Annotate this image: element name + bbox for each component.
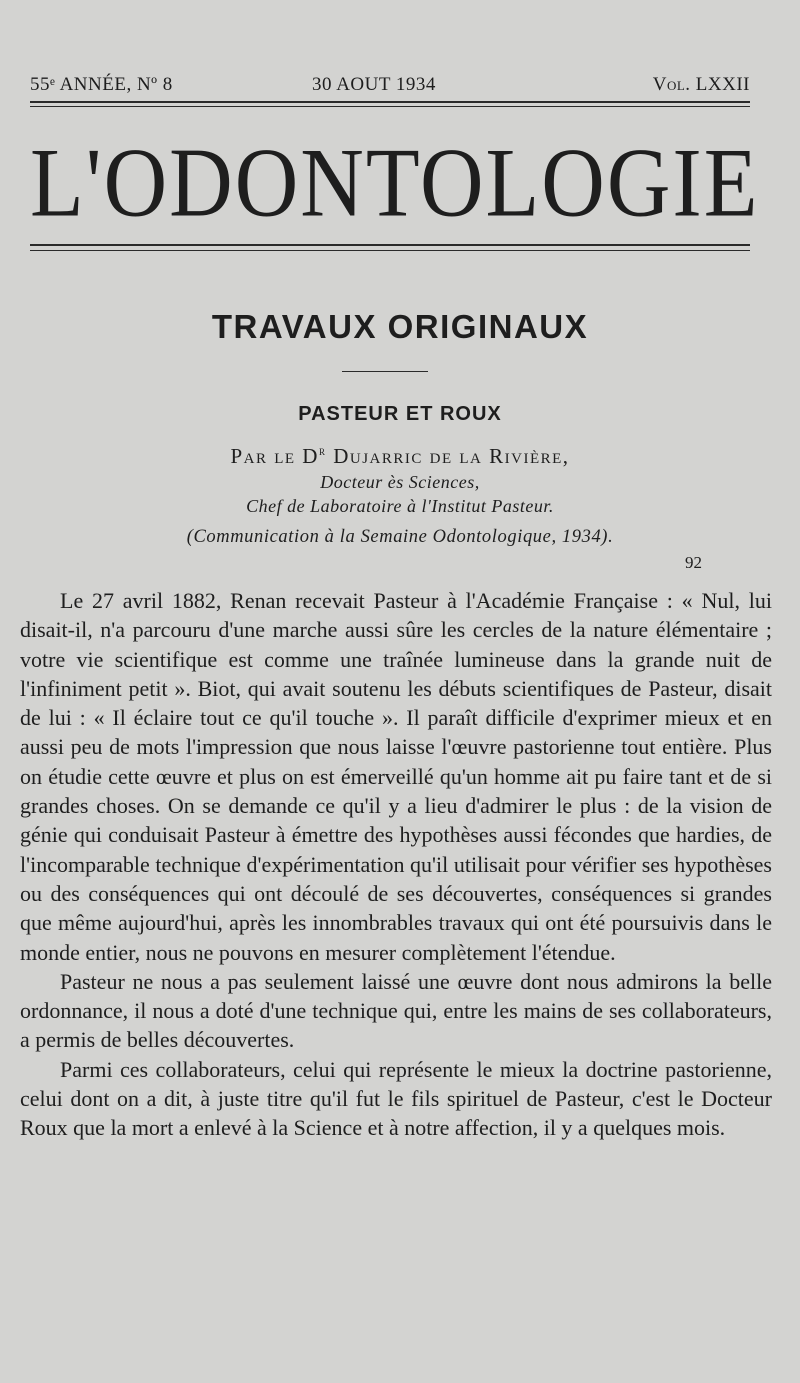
communication-note: (Communication à la Semaine Odontologique, 1934). bbox=[186, 527, 614, 547]
page-number: 92 bbox=[685, 553, 702, 572]
article-title: PASTEUR ET ROUX bbox=[298, 403, 502, 425]
article-body bbox=[20, 586, 772, 1143]
journal-title: L'ODONTOLOGIE bbox=[30, 129, 760, 238]
paragraph: Pasteur ne nous a pas seulement laissé une œuvre dont nous admirons la belle ordonnance, il nous a doté d'une technique qui, entre les mains de ses collaborateurs, a permis de belles découvertes. bbox=[20, 968, 772, 1053]
section-title: TRAVAUX ORIGINAUX bbox=[211, 308, 589, 345]
author-affiliation-degree: Docteur ès Sciences, bbox=[320, 472, 480, 492]
author-name: Dujarric de la Rivière, bbox=[326, 444, 570, 468]
paragraph: Le 27 avril 1882, Renan recevait Pasteur à l'Académie Française : « Nul, lui disait-il, n'a parcouru d'une marche aussi sûre les cercles de la nature élémentaire ; votre vie scientifique est comme une traînée lumineuse dans la grande nuit de l'infiniment petit ». Biot, qui avait soutenu les débuts scientifiques de Pasteur, disait de lui : « Il éclaire tout ce qu'il touche ». Il paraît difficile d'exprimer mieux et en aussi peu de mots l'impression que nous laisse l'œuvre pastorienne tout entière. Plus on étudie cette œuvre et plus on est émerveillé qu'un homme ait pu faire tant et de si grandes choses. On se demande ce qu'il y a lieu d'admirer le plus : de la vision de génie qui conduisait Pasteur à émettre des hypothèses aussi fécondes que hardies, de l'incomparable technique d'expérimentation qu'il utilisait pour vérifier ses hypothèses ou des conséquences qui ont découlé de ses découvertes, conséquences si grandes que même aujourd'hui, après les innombrables travaux qui ont été poursuivis dans le monde entier, nous ne pouvons en mesurer complètement l'étendue. bbox=[20, 588, 772, 965]
section-divider bbox=[342, 371, 428, 372]
running-header bbox=[30, 74, 750, 100]
paragraph: Parmi ces collaborateurs, celui qui représente le mieux la doctrine pastorienne, celui dont on a dit, à juste titre qu'il fut le fils spirituel de Pasteur, c'est le Docteur Roux que la mort a enlevé à la Science et à notre affection, il y a quelques mois. bbox=[20, 1056, 772, 1141]
header-rule-bottom bbox=[30, 106, 750, 107]
title-rule-top bbox=[30, 244, 750, 246]
issue-number: 55ᵉ ANNÉE, Nº 8 bbox=[30, 74, 173, 95]
author-prefix-sup: r bbox=[318, 443, 327, 458]
article-author bbox=[0, 443, 800, 469]
issue-date: 30 AOUT 1934 bbox=[312, 74, 436, 95]
header-rule-top bbox=[30, 101, 750, 103]
author-affiliation-position: Chef de Laboratoire à l'Institut Pasteur. bbox=[246, 496, 554, 516]
title-rule-bottom bbox=[30, 250, 750, 251]
volume-number: Vol. LXXII bbox=[652, 74, 750, 95]
author-prefix: Par le D bbox=[230, 444, 319, 468]
